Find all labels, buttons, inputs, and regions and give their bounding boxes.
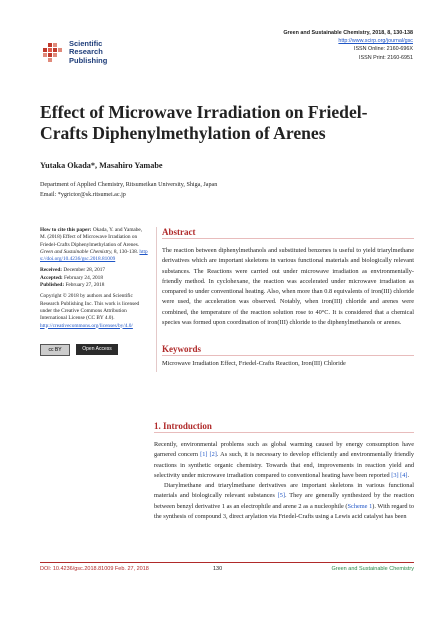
- footer-journal: Green and Sustainable Chemistry: [331, 566, 414, 572]
- open-access-badge: Open Access: [76, 344, 118, 355]
- scheme-link[interactable]: Scheme 1: [347, 502, 373, 510]
- keywords-text: Microwave Irradiation Effect, Friedel-Crafts Reaction, Iron(III) Chloride: [162, 360, 346, 367]
- license-link[interactable]: http://creativecommons.org/licenses/by/4.0/: [40, 322, 133, 329]
- intro-heading: 1. Introduction: [154, 421, 212, 431]
- issn-online: ISSN Online: 2160-696X: [353, 46, 413, 53]
- authors: Yutaka Okada*, Masahiro Yamabe: [40, 161, 163, 170]
- keywords-heading: Keywords: [162, 344, 201, 354]
- citation-link[interactable]: [3] [4]: [391, 471, 408, 479]
- citation-sidebar: [40, 227, 148, 334]
- publisher-name: Scientific Research Publishing: [69, 39, 108, 65]
- keywords-rule: [162, 355, 414, 356]
- publisher-logo-icon: [41, 40, 65, 64]
- paper-title: Effect of Microwave Irradiation on Friedel-Crafts Diphenylmethylation of Arenes: [40, 102, 368, 143]
- citation-link[interactable]: [1] [2]: [200, 451, 217, 459]
- journal-citation: Green and Sustainable Chemistry, 2018, 8, 130-138: [283, 30, 413, 36]
- intro-body: [154, 440, 414, 522]
- email: Email: *ygrictor@sk.ritsumei.ac.jp: [40, 191, 126, 198]
- copyright-notice: Copyright © 2018 by authors and Scientific Research Publishing Inc. This work is licensed under the Creative Commons Attribution International License (CC BY 4.0). http://creativecommons.org/licenses/by/4.0/: [40, 293, 140, 329]
- abstract-heading: Abstract: [162, 227, 196, 237]
- intro-paragraph: Recently, environmental problems such as global warming caused by energy consumption have garnered concern [1] [2]. As such, it is necessary to develop efficiently and environmentally friendly reactions in synthetic organic chemistry. Towards that end, improvements in reaction yield and selectivity under microwave irradiation compared to conventional heating have been reported [3] [4].: [154, 441, 414, 479]
- page-number: 130: [213, 566, 223, 572]
- citation-link[interactable]: [5]: [277, 492, 285, 500]
- journal-url-link[interactable]: http://www.scirp.org/journal/gsc: [338, 38, 413, 45]
- affiliation: Department of Applied Chemistry, Ritsumeikan University, Shiga, Japan: [40, 182, 218, 188]
- intro-paragraph: Diarylmethane and triarylmethane derivatives are important skeletons in various functional materials and biologically relevant substances [5]. They are generally synthesized by the reaction between benzyl derivative 1 as an electrophile and arene 2 as a nucleophile (Scheme 1). With regard to the synthesis of compound 3, direct arylation via Friedel-Crafts using a Lewis acid catalyst has been: [154, 482, 415, 521]
- dates: Received: December 28, 2017 Accepted: February 24, 2018 Published: February 27, 2018: [40, 267, 106, 289]
- abstract-rule: [162, 238, 414, 239]
- cc-by-badge-icon[interactable]: cc BY: [40, 344, 70, 356]
- intro-rule: [154, 432, 414, 433]
- issn-print: ISSN Print: 2160-6951: [359, 54, 413, 61]
- doi-link[interactable]: https://doi.org/10.4236/gsc.2018.81009: [40, 248, 148, 263]
- footer-doi: DOI: 10.4236/gsc.2018.81009 Feb. 27, 2018: [40, 566, 149, 572]
- affiliation-block: [40, 181, 217, 201]
- abstract-text: The reaction between diphenylmethanols and substituted benzenes is useful to yield triarylmethane derivatives which are important skeletons in various functional materials and biologically relevant substances. The Reactions were carried out under microwave irradiation as environmentally-friendly method. In cyclohexane, the reaction was accelerated under microwave irradiation as compared to under conventional heating. Also, when more than 0.8 equivalents of iron(III) chloride were used, the acceleration was observed. Notably, when iron(III) chloride and arenes were combined, the temperature of the reaction solution rose to 40°C. It is considered that a chemical species was formed upon coordination of iron(III) chloride to the diphenylmethanols or arenes.: [162, 247, 414, 327]
- citation-info: How to cite this paper: Okada, Y. and Yamabe, M. (2018) Effect of Microwave Irradiation on Friedel-Crafts Diphenylmethylation of Arenes. Green and Sustainable Chemistry, 8, 130-138. https://doi.org/10.4236/gsc.2018.81009: [40, 227, 148, 263]
- footer-rule: [40, 562, 414, 563]
- journal-header: [283, 29, 413, 62]
- sidebar-divider: [156, 227, 157, 372]
